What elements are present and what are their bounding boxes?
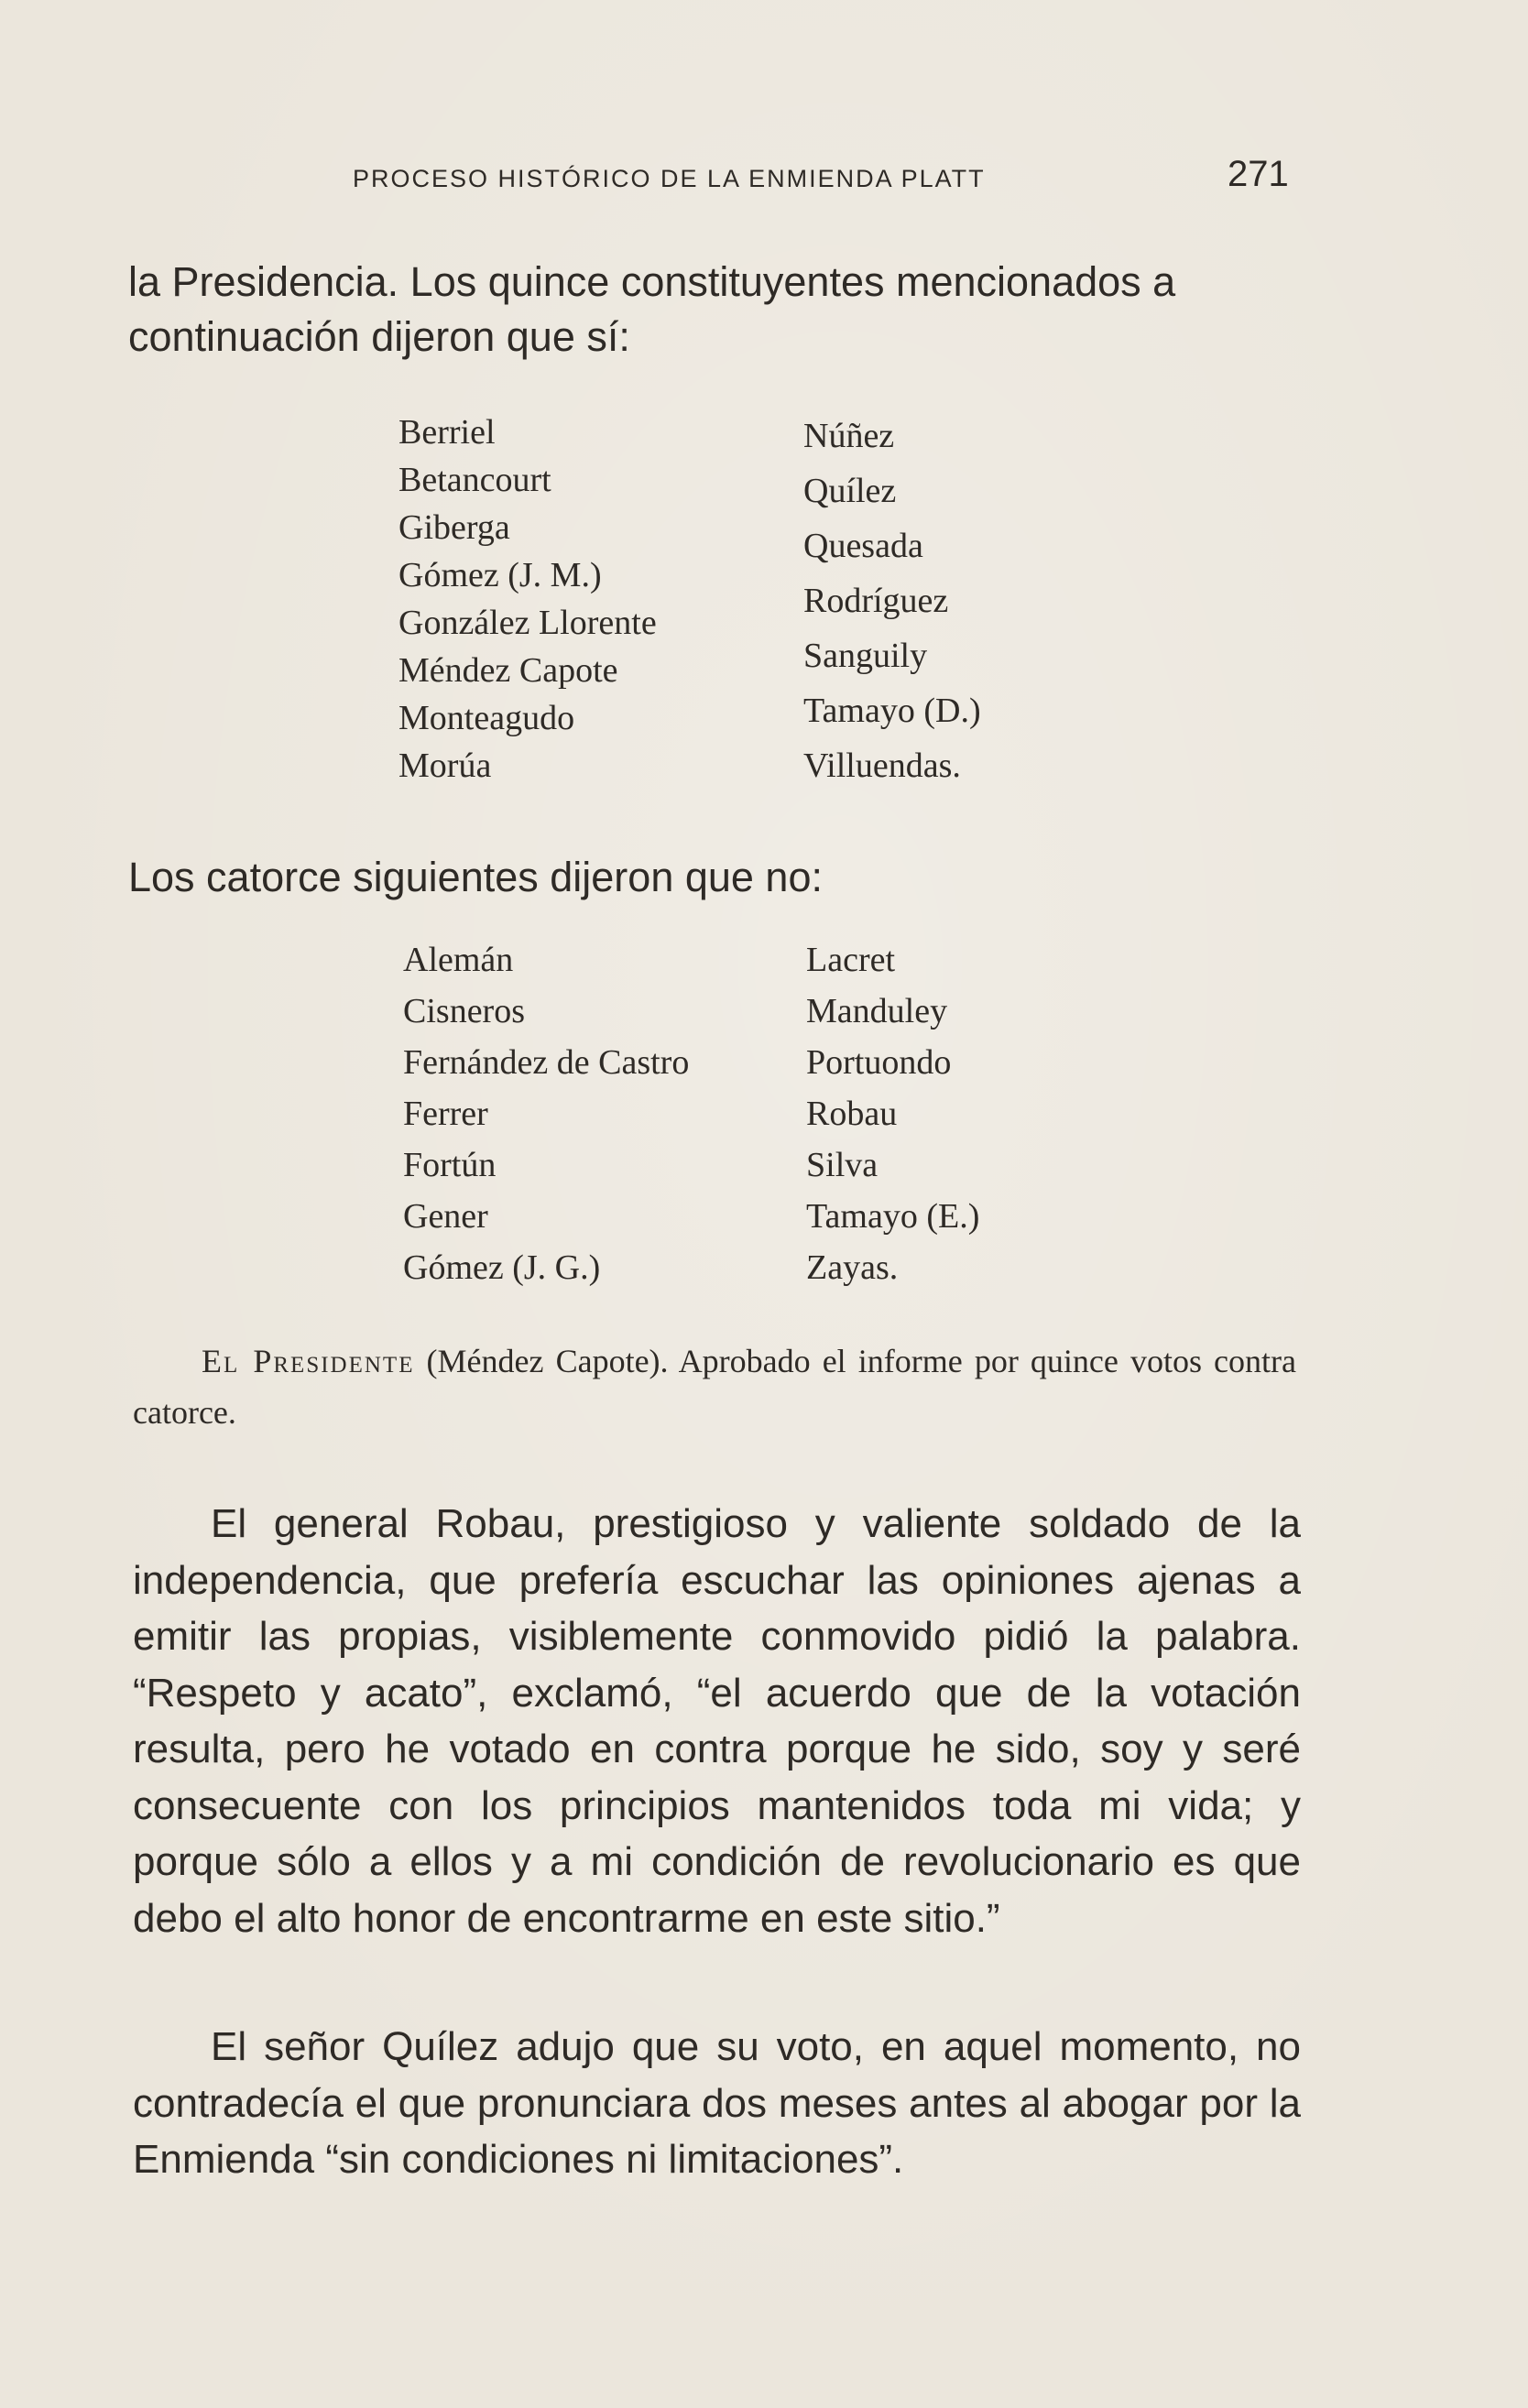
speaker-name: El Presidente — [202, 1343, 415, 1379]
name-entry: Sanguily — [803, 637, 928, 675]
no-votes-left-column — [403, 934, 689, 1293]
name-entry: Tamayo (D.) — [803, 692, 981, 730]
name-entry: Gener — [403, 1197, 488, 1236]
name-entry: Tamayo (E.) — [806, 1197, 980, 1236]
name-entry: Alemán — [403, 941, 514, 979]
yes-votes-left-column — [398, 409, 657, 790]
running-header-title: PROCESO HISTÓRICO DE LA ENMIENDA PLATT — [353, 165, 986, 192]
name-entry: Zayas. — [806, 1248, 899, 1287]
name-entry: Núñez — [803, 417, 895, 455]
name-entry: Giberga — [398, 508, 510, 547]
name-entry: Fernández de Castro — [403, 1043, 690, 1082]
yes-votes-right-column — [803, 409, 981, 793]
name-entry: Villuendas. — [803, 746, 961, 785]
name-entry: Ferrer — [403, 1095, 488, 1133]
name-entry: Berriel — [398, 413, 496, 452]
name-entry: Monteagudo — [398, 699, 575, 737]
name-entry: Quílez — [803, 472, 897, 510]
name-entry: Manduley — [806, 992, 948, 1030]
name-entry: Méndez Capote — [398, 651, 618, 690]
name-entry: Rodríguez — [803, 582, 949, 620]
transcript-paragraph — [133, 1335, 1296, 1438]
name-entry: Morúa — [398, 746, 492, 785]
intro-paragraph: la Presidencia. Los quince constituyentes mencionados a continuación dijeron que sí: — [128, 258, 1176, 360]
name-entry: Gómez (J. G.) — [403, 1248, 601, 1287]
name-entry: Quesada — [803, 527, 923, 565]
no-votes-intro-paragraph: Los catorce siguientes dijeron que no: — [128, 854, 823, 900]
name-entry: Cisneros — [403, 992, 525, 1030]
name-entry: Fortún — [403, 1146, 497, 1184]
name-entry: Gómez (J. M.) — [398, 556, 602, 594]
transcript-text: (Méndez Capote). Aprobado el informe por quince votos contra catorce. — [133, 1343, 1296, 1431]
name-entry: Betancourt — [398, 461, 551, 499]
name-entry: González Llorente — [398, 604, 657, 642]
name-entry: Lacret — [806, 941, 896, 979]
no-votes-right-column — [806, 934, 979, 1293]
name-entry: Portuondo — [806, 1043, 952, 1082]
body-paragraph: El general Robau, prestigioso y valiente soldado de la independencia, que prefería escuchar las opiniones ajenas a emitir las propias, visiblemente conmovido pidió la palabra. “Respeto y acato”, exclamó, “el acuerdo que de la votación resulta, pero he votado en contra porque he sido, soy y seré consecuente con los principios mantenidos toda mi vida; y porque sólo a ellos y a mi condición de revolucionario es que debo el alto honor de encontrarme en este sitio.” — [133, 1501, 1301, 1941]
body-paragraph: El señor Quílez adujo que su voto, en aquel momento, no contradecía el que pronunciara dos meses antes al abogar por la Enmienda “sin condiciones ni limitaciones”. — [133, 2024, 1301, 2182]
name-entry: Silva — [806, 1146, 879, 1184]
page-number: 271 — [1228, 154, 1289, 194]
name-entry: Robau — [806, 1095, 898, 1133]
